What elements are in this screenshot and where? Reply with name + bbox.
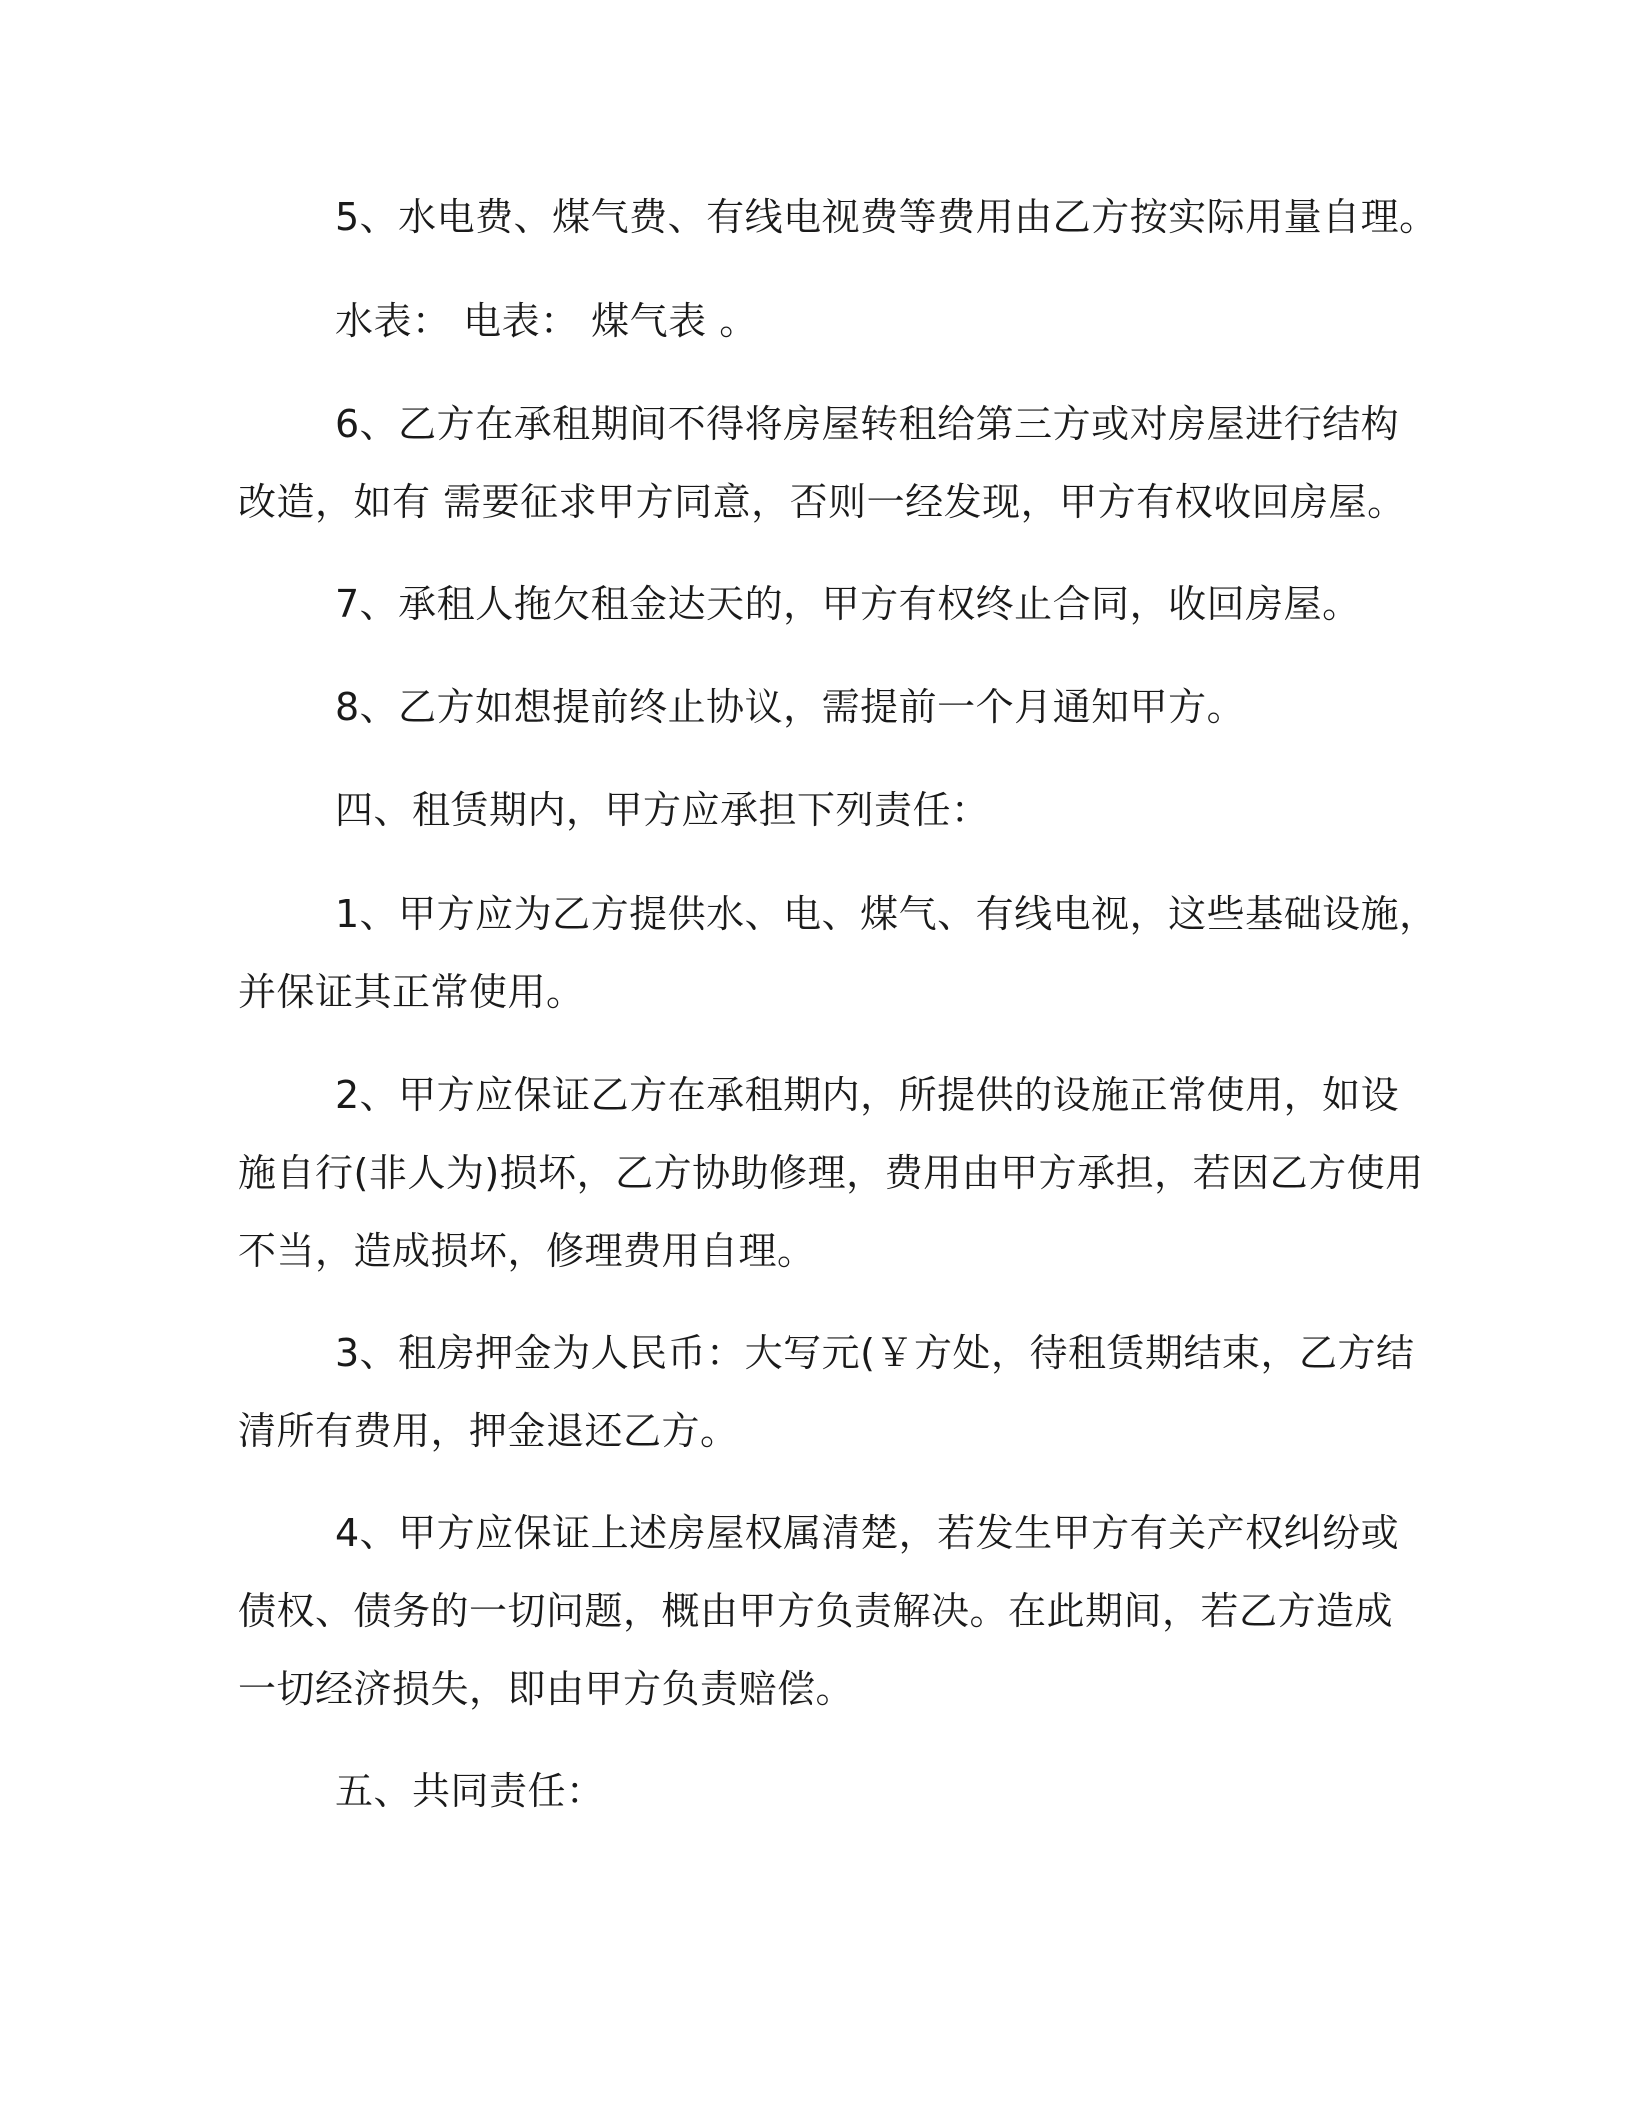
paragraph-line: 7、承租人拖欠租金达天的，甲方有权终止合同，收回房屋。 [335, 582, 1361, 626]
section-heading-joint-duties [238, 1752, 1378, 1830]
paragraph-line: 4、甲方应保证上述房屋权属清楚，若发生甲方有关产权纠纷或 [335, 1511, 1400, 1555]
paragraph-line: 施自行(非人为)损坏，乙方协助修理，费用由甲方承担，若因乙方使用 [238, 1151, 1424, 1195]
paragraph-provide-facilities [238, 875, 1438, 1031]
paragraph-line: 不当，造成损坏，修理费用自理。 [238, 1229, 816, 1273]
paragraph-line: 债权、债务的一切问题，概由甲方负责解决。在此期间，若乙方造成 [238, 1589, 1394, 1633]
paragraph-line: 改造，如有 需要征求甲方同意，否则一经发现，甲方有权收回房屋。 [238, 480, 1406, 524]
paragraph-deposit [238, 1314, 1415, 1470]
paragraph-no-sublet [238, 385, 1406, 541]
paragraph-line: 并保证其正常使用。 [238, 970, 585, 1014]
paragraph-facility-repair [238, 1056, 1424, 1290]
paragraph-line: 一切经济损失，即由甲方负责赔偿。 [238, 1667, 855, 1711]
section-heading-landlord-duties [238, 771, 1378, 849]
paragraph-property-rights [238, 1494, 1400, 1728]
paragraph-line: 6、乙方在承租期间不得将房屋转租给第三方或对房屋进行结构 [335, 402, 1400, 446]
paragraph-early-termination [238, 668, 1378, 746]
paragraph-line: 2、甲方应保证乙方在承租期内，所提供的设施正常使用，如设 [335, 1073, 1400, 1117]
paragraph-line: 5、水电费、煤气费、有线电视费等费用由乙方按实际用量自理。 [335, 195, 1438, 239]
paragraph-line: 清所有费用，押金退还乙方。 [238, 1409, 739, 1453]
paragraph-line: 8、乙方如想提前终止协议，需提前一个月通知甲方。 [335, 685, 1246, 729]
paragraph-utilities-fees [238, 178, 1438, 256]
paragraph-line: 1、甲方应为乙方提供水、电、煤气、有线电视，这些基础设施， [335, 892, 1438, 936]
paragraph-line: 五、共同责任： [335, 1769, 605, 1813]
paragraph-line: 3、租房押金为人民币：大写元(￥方处，待租赁期结束，乙方结 [335, 1331, 1415, 1375]
paragraph-line: 四、租赁期内，甲方应承担下列责任： [335, 788, 990, 832]
paragraph-meters [238, 282, 1378, 360]
paragraph-rent-arrears [238, 565, 1378, 643]
paragraph-line: 水表： 电表： 煤气表 。 [335, 299, 758, 343]
